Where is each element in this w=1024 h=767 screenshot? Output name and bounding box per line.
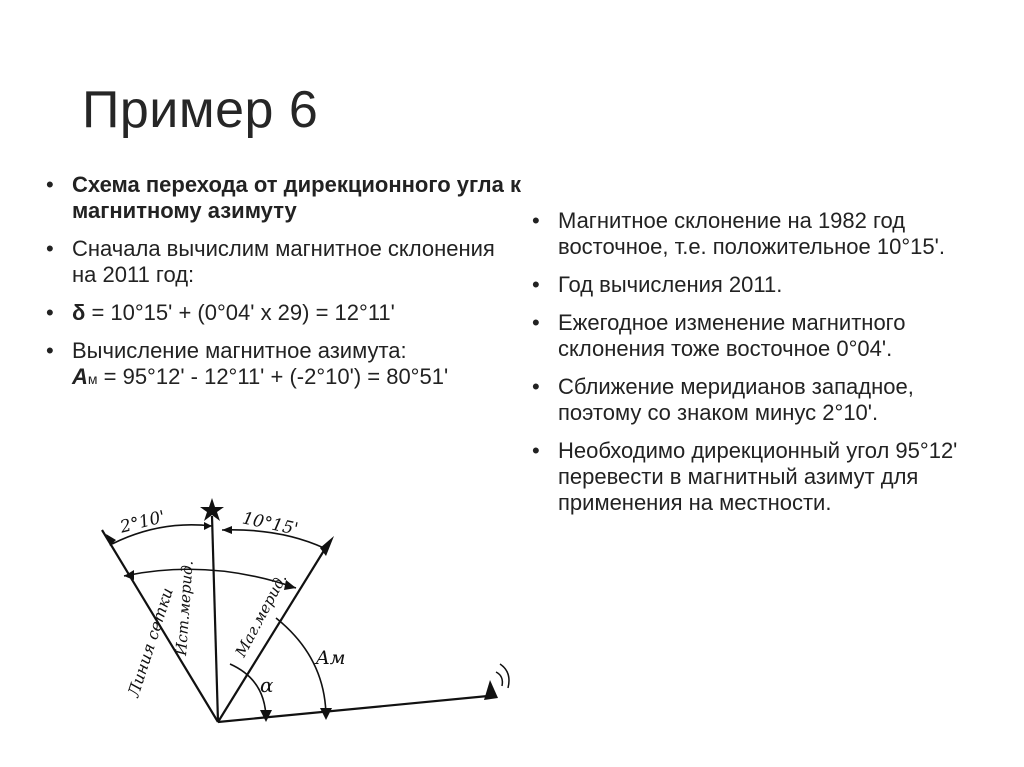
bullet-convergence: • Сближение меридианов западное, поэтому со знаком минус 2°10'. (530, 374, 1000, 426)
label-true-meridian: Ист.мерид. (172, 559, 197, 657)
arc-arrow-right (204, 522, 212, 530)
slide-title: Пример 6 (82, 81, 319, 139)
arc-arrow-decl-left (222, 526, 232, 534)
delta-formula: = 10°15' + (0°04' x 29) = 12°11' (85, 300, 395, 325)
bullet-first-compute (44, 236, 524, 288)
bullet-scheme (44, 172, 524, 224)
label-grid-line: Линия сетки (123, 585, 177, 700)
azimuth-formula: = 95°12' - 12°11' + (-2°10') = 80°51' (97, 364, 449, 389)
direction-line (218, 696, 488, 722)
azimuth-subscript: м (87, 371, 98, 387)
azimuth-symbol: A (72, 364, 88, 389)
bullet-annual-change: • Ежегодное изменение магнитного склонения тоже восточное 0°04'. (530, 310, 1000, 362)
label-am: Aм (316, 647, 346, 669)
delta-symbol: δ (72, 300, 86, 325)
label-declination: 10°15' (240, 508, 300, 540)
first-compute-text: Сначала вычислим магнитное склонения на 2011 год: (72, 236, 495, 287)
bullet-conversion: • Необходимо дирекционный угол 95°12' перевести в магнитный азимут для применения на местности. (530, 438, 1000, 516)
left-bullet-list (44, 172, 524, 404)
label-alpha: α (260, 673, 274, 697)
azimuth-heading: Вычисление магнитное азимута: (72, 338, 407, 363)
true-meridian-line (212, 516, 218, 722)
signal-icon (496, 672, 502, 686)
landmark-icon (484, 680, 498, 700)
bullet-year-2011: • Год вычисления 2011. (530, 272, 1000, 298)
bullet-declination-1982: • Магнитное склонение на 1982 год восточное, т.е. положительное 10°15'. (530, 208, 1000, 260)
scheme-text: Схема перехода от дирекционного угла к магнитному азимуту (72, 172, 521, 223)
arc-am-arrow (320, 708, 332, 720)
azimuth-diagram-svg (80, 488, 530, 728)
label-grid-angle: 2°10' (118, 507, 168, 538)
label-magnetic-meridian: Маг.мерид. (231, 570, 291, 660)
bullet-azimuth-formula (44, 338, 524, 392)
bullet-delta-formula (44, 300, 524, 326)
right-bullet-list (530, 208, 1000, 528)
azimuth-diagram (80, 488, 530, 733)
